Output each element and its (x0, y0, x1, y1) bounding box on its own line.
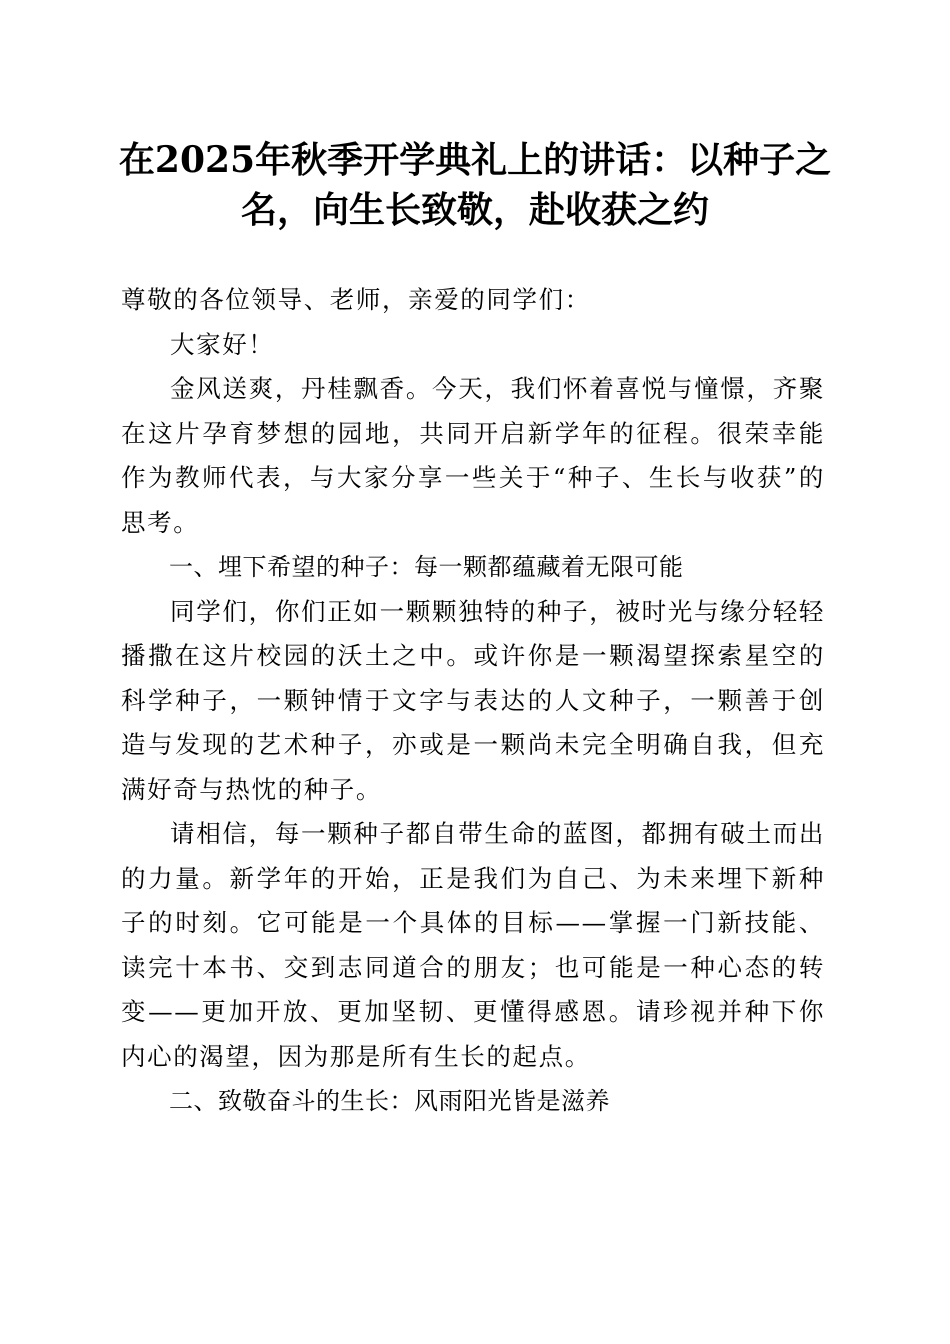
document-body (121, 278, 825, 1124)
intro-paragraph: 金风送爽，丹桂飘香。今天，我们怀着喜悦与憧憬，齐聚在这片孕育梦想的园地，共同开启新学年的征程。很荣幸能作为教师代表，与大家分享一些关于“种子、生长与收获”的思考。 (121, 374, 825, 537)
section-2-heading: 二、致敬奋斗的生长：风雨阳光皆是滋养 (169, 1087, 610, 1115)
document-title: 在2025年秋季开学典礼上的讲话：以种子之名，向生长致敬，赴收获之约 (118, 139, 832, 231)
greeting: 大家好！ (170, 329, 275, 359)
section-1-paragraph-2: 请相信，每一颗种子都自带生命的蓝图，都拥有破土而出的力量。新学年的开始，正是我们为自己、为未来埋下新种子的时刻。它可能是一个具体的目标——掌握一门新技能、读完十本书、交到志同道合的朋友；也可能是一种心态的转变——更加开放、更加坚韧、更懂得感恩。请珍视并种下你内心的渴望，因为那是所有生长的起点。 (121, 819, 825, 1071)
section-1-paragraph-1: 同学们，你们正如一颗颗独特的种子，被时光与缘分轻轻播撒在这片校园的沃土之中。或许你是一颗渴望探索星空的科学种子，一颗钟情于文字与表达的人文种子，一颗善于创造与发现的艺术种子，亦或是一颗尚未完全明确自我，但充满好奇与热忱的种子。 (121, 596, 825, 804)
salutation: 尊敬的各位领导、老师，亲爱的同学们： (121, 285, 591, 314)
section-1-heading: 一、埋下希望的种子：每一颗都蕴藏着无限可能 (169, 553, 684, 581)
